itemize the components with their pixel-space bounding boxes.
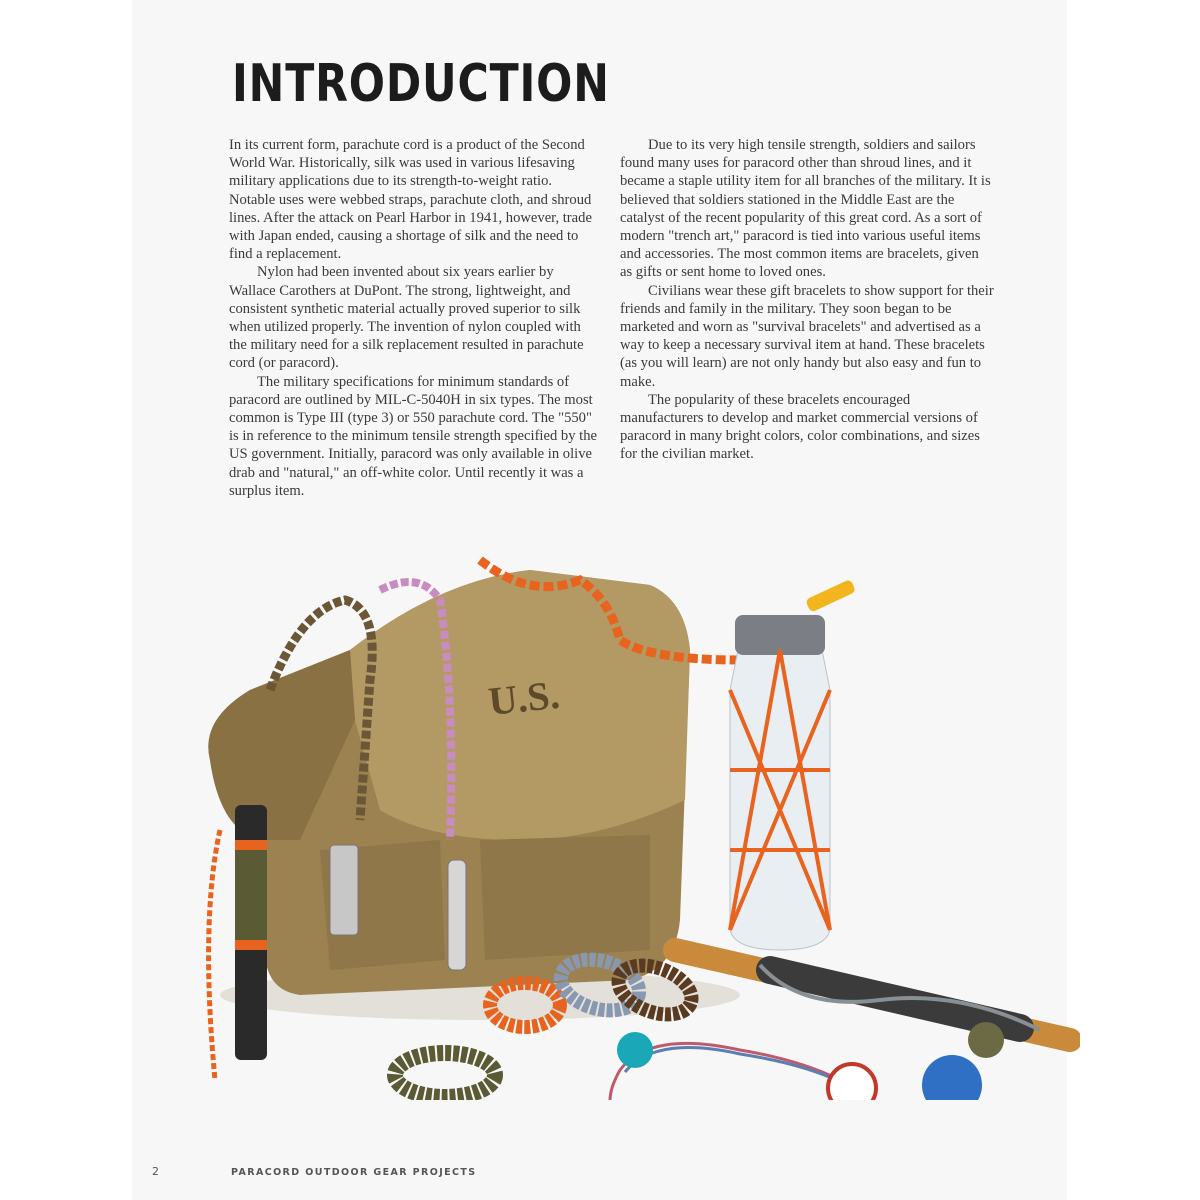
page-title: INTRODUCTION [232, 54, 610, 114]
monkey-fist-knot [617, 1032, 653, 1068]
whistle [448, 860, 466, 970]
water-bottle [730, 640, 830, 950]
paracord-gear-photo [180, 540, 1080, 1100]
paragraph: Due to its very high tensile strength, soldiers and sailors found many uses for paracord other than shroud lines, and it became a staple utility item for all branches of the military. It is believed that soldiers stationed in the Middle East are the catalyst of the recent popularity of this great cord. As a sort of modern "trench art," paracord is tied into various useful items and accessories. The most common items are bracelets, given as gifts or sent home to loved ones. [620, 137, 991, 281]
monkey-fist-knot [922, 1055, 982, 1100]
paragraph: Nylon had been invented about six years earlier by Wallace Carothers at DuPont. The strong, lightweight, and consistent synthetic material actually proved superior to silk when utilized properly. The invention of nylon coupled with the military need for a silk replacement resulted in parachute cord (or paracord). [229, 264, 584, 372]
running-footer: PARACORD OUTDOOR GEAR PROJECTS [231, 1167, 477, 1178]
paragraph: In its current form, parachute cord is a product of the Second World War. Historically, silk was used in various lifesaving military applications due to its strength-to-weight ratio. Notable uses were webbed straps, parachute cloth, and shroud lines. After the attack on Pearl Harbor in 1941, however, trade with Japan ended, causing a shortage of silk and the need to find a replacement. [229, 137, 592, 263]
bag-stamp: U.S. [486, 671, 562, 724]
page-number: 2 [152, 1165, 159, 1178]
text-column-left [229, 136, 601, 500]
monkey-fist-knot [828, 1064, 876, 1100]
paragraph: Civilians wear these gift bracelets to show support for their friends and family in the military. They soon began to be marketed and worn as "survival bracelets" and advertised as a way to keep a necessary survival item at hand. These bracelets (as you will learn) are not only handy but also easy and fun to make. [620, 282, 994, 390]
paragraph: The popularity of these bracelets encouraged manufacturers to develop and market commercial versions of paracord in many bright colors, color combinations, and sizes for the civilian market. [620, 391, 980, 463]
olive-bracelet [395, 1053, 495, 1097]
text-column-right [620, 136, 994, 464]
paragraph: The military specifications for minimum standards of paracord are outlined by MIL-C-5040H in six types. The most common is Type III (type 3) or 550 parachute cord. The "550" is in reference to the minimum tensile strength specified by the US government. Initially, paracord was only available in olive drab and "natural," an off-white color. Until recently it was a surplus item. [229, 373, 597, 499]
whistle [330, 845, 358, 935]
